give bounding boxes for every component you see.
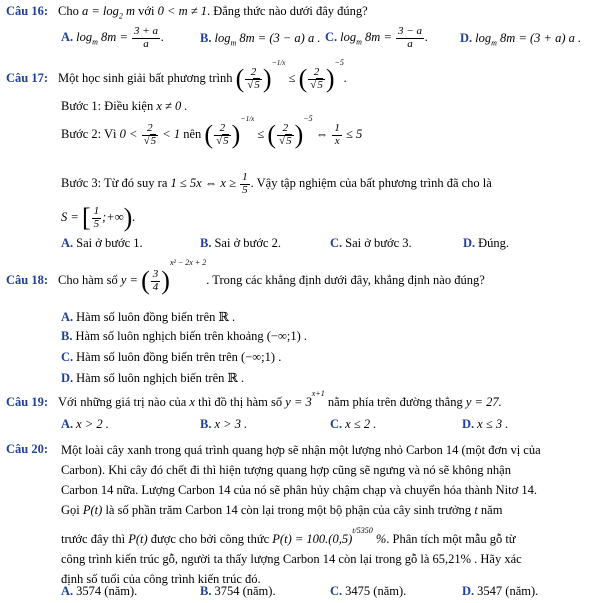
q20-option-b[interactable]: B. 3754 (năm). bbox=[200, 584, 276, 598]
question-20-paragraph: Một loài cây xanh trong quá trình quang hợp sẽ nhận một lượng nhỏ Carbon 14 (một đơn vị của Carbon). Khi cây đó chết đi thì hiện tượng quang hợp cũng sẽ ngưng và nó sẽ không nhận Carbon 14 nữa. Lượng Carbon 14 của nó sẽ phân hủy chậm chạp và chuyển hóa thành Nitơ 14. Gọi P(t) là số phần trăm Carbon 14 còn lại trong một bộ phận của cây sinh trưởng t năm trước đây thì P(t) được cho bởi công thức $P(t) = 100.(0,5)^{t/5350}$ %. Phân tích một mẫu gỗ từ công trình kiến trúc gỗ, người ta thấy lượng Carbon 14 còn lại trong gỗ là 65,21% . Hãy xác định số tuổi của công trình kiến trúc đó. bbox=[61, 443, 541, 587]
question-17-label: Câu 17: bbox=[6, 70, 49, 85]
question-19-stem: Câu 19: Với những giá trị nào của x thì đồ thị hàm số $y = 3^{x+1}$ nằm phía trên đường thẳng y = 27. bbox=[6, 389, 502, 410]
q18-option-c[interactable]: C. Hàm số luôn đồng biến trên trên (−∞;1) . bbox=[61, 350, 282, 364]
q19-option-c[interactable]: C. x ≤ 2 . bbox=[330, 417, 377, 431]
q16-option-d[interactable]: D. $\log_m 8m = (3 + a)$ a . bbox=[460, 31, 582, 48]
q18-option-a[interactable]: A. Hàm số luôn đồng biến trên ℝ . bbox=[61, 310, 236, 324]
q17-option-a[interactable]: A. Sai ở bước 1. bbox=[61, 236, 143, 250]
q17-step-3: Bước 3: Từ đó suy ra 1 ≤ 5x ⇔ x ≥ $\frac{1}{5}$ . Vậy tập nghiệm của bất phương trình đã cho là bbox=[61, 171, 492, 196]
q17-option-b[interactable]: B. Sai ở bước 2. bbox=[200, 236, 281, 250]
question-18-stem: Câu 18: Cho hàm số y = ( $\frac{3}{4}$ )$^{x^2 - 2x + 2}$. Trong các khẳng định dưới đây, khẳng định nào đúng? bbox=[6, 257, 485, 295]
q19-option-b[interactable]: B. x > 3 . bbox=[200, 417, 248, 431]
q20-option-c[interactable]: C. 3475 (năm). bbox=[330, 584, 407, 598]
q19-option-d[interactable]: D. x ≤ 3 . bbox=[462, 417, 509, 431]
q20-option-d[interactable]: D. 3547 (năm). bbox=[462, 584, 539, 598]
q17-solution-set: S = [ $\frac{1}{5}$ ;+∞). bbox=[61, 203, 136, 232]
question-17-stem: Câu 17: Một học sinh giải bất phương trình ( $\frac{2}{√5}$ )$^{-1/x}$ ≤ ( $\frac{2}{√5}$ )$^{-5}$. bbox=[6, 57, 348, 93]
q16-option-b[interactable]: B. $\log_m 8m = (3 - a)$ a . bbox=[200, 31, 321, 48]
question-20-label-row bbox=[6, 442, 58, 457]
q17-step-1: Bước 1: Điều kiện x ≠ 0 . bbox=[61, 99, 188, 113]
q18-option-d[interactable]: D. Hàm số luôn nghịch biến trên ℝ . bbox=[61, 371, 245, 385]
q20-option-a[interactable]: A. 3574 (năm). bbox=[61, 584, 138, 598]
q16-option-c[interactable]: C. $\log_m 8m$ = $\frac{3 - a}{a}$ . bbox=[325, 25, 429, 50]
q17-option-c[interactable]: C. Sai ở bước 3. bbox=[330, 236, 412, 250]
q18-option-b[interactable]: B. Hàm số luôn nghịch biến trên khoảng (−∞;1) . bbox=[61, 329, 308, 343]
question-19-label: Câu 19: bbox=[6, 395, 49, 410]
question-20-label: Câu 20: bbox=[6, 442, 49, 456]
math-expr: $a = \log_2 m$ bbox=[81, 4, 136, 21]
q17-option-d[interactable]: D. Đúng. bbox=[463, 236, 510, 250]
question-16-label: Câu 16: bbox=[6, 4, 49, 18]
question-16-stem: Câu 16: Cho $a = \log_2 m$ với 0 < m ≠ 1. Đẳng thức nào dưới đây đúng? bbox=[6, 4, 368, 21]
q17-step-2: Bước 2: Vì 0 < $\frac{2}{√5}$ < 1 nên ( $\frac{2}{√5}$ )$^{-1/x}$ ≤ ( $\frac{2}{√5}$ )$^{-5}$ ⇔ $\frac{1}{x}$ ≤ 5 bbox=[61, 113, 363, 149]
question-18-label: Câu 18: bbox=[6, 272, 49, 287]
q16-option-a[interactable]: A. $\log_m 8m$ = $\frac{3 + a}{a}$ . bbox=[61, 25, 165, 50]
q19-option-a[interactable]: A. x > 2 . bbox=[61, 417, 109, 431]
